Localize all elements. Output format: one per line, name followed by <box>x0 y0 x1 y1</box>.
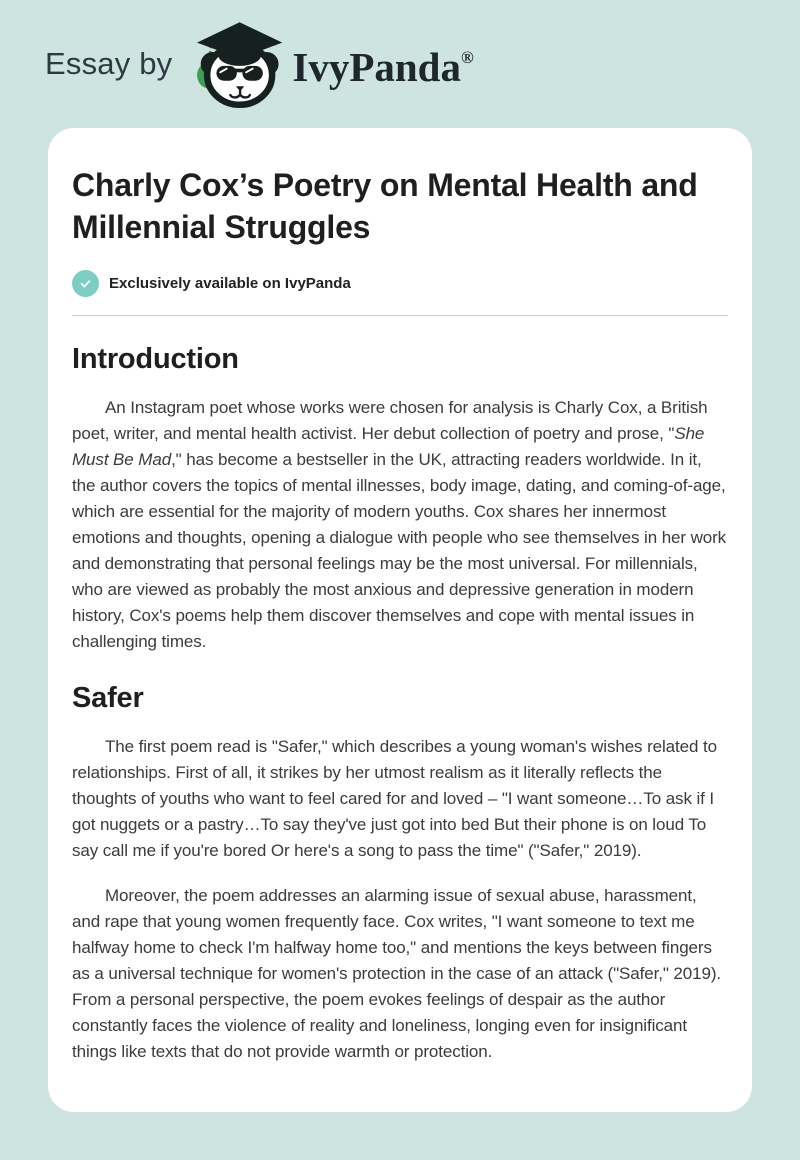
paragraph-text: An Instagram poet whose works were chosen for analysis is Charly Cox, a British poet, writer, and mental health activist. Her debut collection of poetry and prose, " <box>72 398 708 443</box>
section-safer <box>72 682 728 1065</box>
page-title: Charly Cox’s Poetry on Mental Health and Millennial Struggles <box>72 167 698 245</box>
brand-name: IvyPanda <box>292 43 461 90</box>
exclusive-badge-label: Exclusively available on IvyPanda <box>109 275 351 292</box>
check-icon <box>72 270 99 297</box>
essay-by-label: Essay by <box>45 46 173 81</box>
page-header <box>0 0 800 128</box>
section-introduction <box>72 343 728 655</box>
brand-wordmark[interactable] <box>292 41 473 88</box>
safer-paragraph-1: The first poem read is "Safer," which describes a young woman's wishes related to relationships. First of all, it strikes by her utmost realism as it literally reflects the thoughts of youths who want to feel cared for and loved – "I want someone…To ask if I got nuggets or a pastry…To say they've just got into bed But their phone is on loud To say call me if you're bored Or here's a song to pass the time" ("Safer," 2019). <box>72 737 717 860</box>
registered-trademark: ® <box>460 47 474 67</box>
book-title-italic: She Must Be Mad <box>72 424 705 469</box>
essay-card <box>48 128 752 1112</box>
safer-paragraph-2: Moreover, the poem addresses an alarming issue of sexual abuse, harassment, and rape that young women frequently face. Cox writes, "I want someone to text me halfway home to check I'm halfway home too," and mentions the keys between fingers as a universal technique for women's protection in the case of an attack ("Safer," 2019). From a personal perspective, the poem evokes feelings of despair as the author constantly faces the violence of reality and loneliness, longing even for insignificant things like texts that do not provide warmth or protection. <box>72 886 722 1061</box>
introduction-paragraph <box>72 395 728 655</box>
exclusive-badge <box>72 270 728 297</box>
panda-graduate-icon <box>184 17 286 111</box>
section-heading-safer: Safer <box>72 682 144 714</box>
divider <box>72 315 728 316</box>
section-heading-introduction: Introduction <box>72 343 239 375</box>
paragraph-text: ," has become a bestseller in the UK, attracting readers worldwide. In it, the author covers the topics of mental illnesses, body image, dating, and coming-of-age, which are essential for the majority of modern youths. Cox shares her innermost emotions and thoughts, opening a dialogue with people who see themselves in her work and demonstrating that personal feelings may be the most universal. For millennials, who are viewed as probably the most anxious and depressive generation in modern history, Cox's poems help them discover themselves and cope with mental issues in challenging times. <box>72 450 727 651</box>
